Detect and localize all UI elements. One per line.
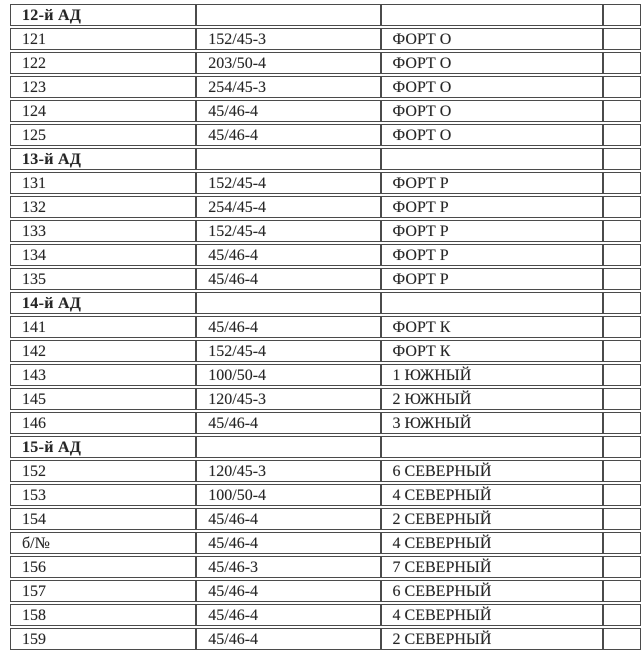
gun-spec-cell: 45/46-4 bbox=[196, 508, 380, 530]
table-row bbox=[10, 52, 641, 74]
gun-spec-cell: 45/46-4 bbox=[196, 316, 380, 338]
empty-cell bbox=[381, 292, 604, 314]
edge-cell bbox=[603, 268, 641, 290]
edge-cell bbox=[603, 100, 641, 122]
table-row bbox=[10, 124, 641, 146]
battalion-table-body bbox=[10, 4, 641, 650]
position-cell: ФОРТ О bbox=[381, 124, 604, 146]
edge-cell bbox=[603, 76, 641, 98]
gun-spec-cell: 203/50-4 bbox=[196, 52, 380, 74]
gun-spec-cell: 45/46-3 bbox=[196, 556, 380, 578]
position-cell: 4 СЕВЕРНЫЙ bbox=[381, 604, 604, 626]
position-cell: 7 СЕВЕРНЫЙ bbox=[381, 556, 604, 578]
empty-cell bbox=[196, 148, 380, 170]
position-cell: ФОРТ О bbox=[381, 52, 604, 74]
gun-spec-cell: 45/46-4 bbox=[196, 244, 380, 266]
empty-cell bbox=[196, 292, 380, 314]
position-cell: ФОРТ О bbox=[381, 76, 604, 98]
edge-cell bbox=[603, 532, 641, 554]
unit-number-cell: 134 bbox=[10, 244, 196, 266]
table-row bbox=[10, 316, 641, 338]
gun-spec-cell: 45/46-4 bbox=[196, 268, 380, 290]
gun-spec-cell: 100/50-4 bbox=[196, 484, 380, 506]
edge-cell bbox=[603, 580, 641, 602]
edge-cell bbox=[603, 52, 641, 74]
empty-cell bbox=[381, 436, 604, 458]
gun-spec-cell: 152/45-3 bbox=[196, 28, 380, 50]
table-row bbox=[10, 28, 641, 50]
gun-spec-cell: 152/45-4 bbox=[196, 172, 380, 194]
unit-number-cell: 131 bbox=[10, 172, 196, 194]
unit-number-cell: 145 bbox=[10, 388, 196, 410]
table-row bbox=[10, 580, 641, 602]
position-cell: ФОРТ К bbox=[381, 316, 604, 338]
edge-cell bbox=[603, 340, 641, 362]
table-row bbox=[10, 220, 641, 242]
edge-cell bbox=[603, 148, 641, 170]
edge-cell bbox=[603, 316, 641, 338]
section-header-cell: 14-й АД bbox=[10, 292, 196, 314]
position-cell: 2 СЕВЕРНЫЙ bbox=[381, 628, 604, 650]
table-row bbox=[10, 484, 641, 506]
section-header-cell: 13-й АД bbox=[10, 148, 196, 170]
unit-number-cell: 133 bbox=[10, 220, 196, 242]
unit-number-cell: 141 bbox=[10, 316, 196, 338]
edge-cell bbox=[603, 436, 641, 458]
edge-cell bbox=[603, 172, 641, 194]
table-row bbox=[10, 268, 641, 290]
edge-cell bbox=[603, 484, 641, 506]
section-header-row bbox=[10, 148, 641, 170]
table-row bbox=[10, 364, 641, 386]
edge-cell bbox=[603, 412, 641, 434]
table-row bbox=[10, 628, 641, 650]
table-row bbox=[10, 172, 641, 194]
gun-spec-cell: 254/45-3 bbox=[196, 76, 380, 98]
table-row bbox=[10, 76, 641, 98]
unit-number-cell: 132 bbox=[10, 196, 196, 218]
gun-spec-cell: 120/45-3 bbox=[196, 460, 380, 482]
section-header-cell: 15-й АД bbox=[10, 436, 196, 458]
table-row bbox=[10, 340, 641, 362]
gun-spec-cell: 45/46-4 bbox=[196, 604, 380, 626]
position-cell: ФОРТ Р bbox=[381, 196, 604, 218]
edge-cell bbox=[603, 508, 641, 530]
gun-spec-cell: 100/50-4 bbox=[196, 364, 380, 386]
gun-spec-cell: 152/45-4 bbox=[196, 340, 380, 362]
table-row bbox=[10, 196, 641, 218]
position-cell: ФОРТ О bbox=[381, 28, 604, 50]
table-row bbox=[10, 388, 641, 410]
unit-number-cell: 157 bbox=[10, 580, 196, 602]
table-row bbox=[10, 508, 641, 530]
battalion-table bbox=[10, 2, 641, 651]
unit-number-cell: 135 bbox=[10, 268, 196, 290]
table-row bbox=[10, 556, 641, 578]
table-row bbox=[10, 244, 641, 266]
position-cell: 3 ЮЖНЫЙ bbox=[381, 412, 604, 434]
unit-number-cell: 152 bbox=[10, 460, 196, 482]
position-cell: ФОРТ Р bbox=[381, 244, 604, 266]
edge-cell bbox=[603, 28, 641, 50]
section-header-row bbox=[10, 4, 641, 26]
gun-spec-cell: 45/46-4 bbox=[196, 124, 380, 146]
edge-cell bbox=[603, 196, 641, 218]
unit-number-cell: 122 bbox=[10, 52, 196, 74]
gun-spec-cell: 152/45-4 bbox=[196, 220, 380, 242]
gun-spec-cell: 45/46-4 bbox=[196, 580, 380, 602]
section-header-row bbox=[10, 436, 641, 458]
edge-cell bbox=[603, 628, 641, 650]
section-header-cell: 12-й АД bbox=[10, 4, 196, 26]
position-cell: ФОРТ Р bbox=[381, 268, 604, 290]
edge-cell bbox=[603, 244, 641, 266]
unit-number-cell: 143 bbox=[10, 364, 196, 386]
position-cell: 4 СЕВЕРНЫЙ bbox=[381, 484, 604, 506]
position-cell: ФОРТ Р bbox=[381, 220, 604, 242]
table-row bbox=[10, 604, 641, 626]
unit-number-cell: 124 bbox=[10, 100, 196, 122]
unit-number-cell: 125 bbox=[10, 124, 196, 146]
position-cell: 2 СЕВЕРНЫЙ bbox=[381, 508, 604, 530]
position-cell: 2 ЮЖНЫЙ bbox=[381, 388, 604, 410]
position-cell: ФОРТ О bbox=[381, 100, 604, 122]
edge-cell bbox=[603, 460, 641, 482]
empty-cell bbox=[381, 4, 604, 26]
gun-spec-cell: 45/46-4 bbox=[196, 628, 380, 650]
table-row bbox=[10, 100, 641, 122]
empty-cell bbox=[381, 148, 604, 170]
gun-spec-cell: 120/45-3 bbox=[196, 388, 380, 410]
unit-number-cell: 123 bbox=[10, 76, 196, 98]
edge-cell bbox=[603, 556, 641, 578]
section-header-row bbox=[10, 292, 641, 314]
gun-spec-cell: 254/45-4 bbox=[196, 196, 380, 218]
edge-cell bbox=[603, 220, 641, 242]
edge-cell bbox=[603, 604, 641, 626]
edge-cell bbox=[603, 364, 641, 386]
unit-number-cell: 121 bbox=[10, 28, 196, 50]
table-row bbox=[10, 460, 641, 482]
unit-number-cell: б/№ bbox=[10, 532, 196, 554]
unit-number-cell: 154 bbox=[10, 508, 196, 530]
gun-spec-cell: 45/46-4 bbox=[196, 532, 380, 554]
position-cell: ФОРТ Р bbox=[381, 172, 604, 194]
position-cell: 1 ЮЖНЫЙ bbox=[381, 364, 604, 386]
position-cell: 4 СЕВЕРНЫЙ bbox=[381, 532, 604, 554]
empty-cell bbox=[196, 436, 380, 458]
position-cell: 6 СЕВЕРНЫЙ bbox=[381, 460, 604, 482]
unit-number-cell: 156 bbox=[10, 556, 196, 578]
edge-cell bbox=[603, 124, 641, 146]
edge-cell bbox=[603, 292, 641, 314]
unit-number-cell: 146 bbox=[10, 412, 196, 434]
empty-cell bbox=[196, 4, 380, 26]
unit-number-cell: 158 bbox=[10, 604, 196, 626]
unit-number-cell: 153 bbox=[10, 484, 196, 506]
edge-cell bbox=[603, 4, 641, 26]
gun-spec-cell: 45/46-4 bbox=[196, 100, 380, 122]
unit-number-cell: 159 bbox=[10, 628, 196, 650]
table-row bbox=[10, 532, 641, 554]
unit-number-cell: 142 bbox=[10, 340, 196, 362]
gun-spec-cell: 45/46-4 bbox=[196, 412, 380, 434]
table-row bbox=[10, 412, 641, 434]
position-cell: ФОРТ К bbox=[381, 340, 604, 362]
position-cell: 6 СЕВЕРНЫЙ bbox=[381, 580, 604, 602]
edge-cell bbox=[603, 388, 641, 410]
